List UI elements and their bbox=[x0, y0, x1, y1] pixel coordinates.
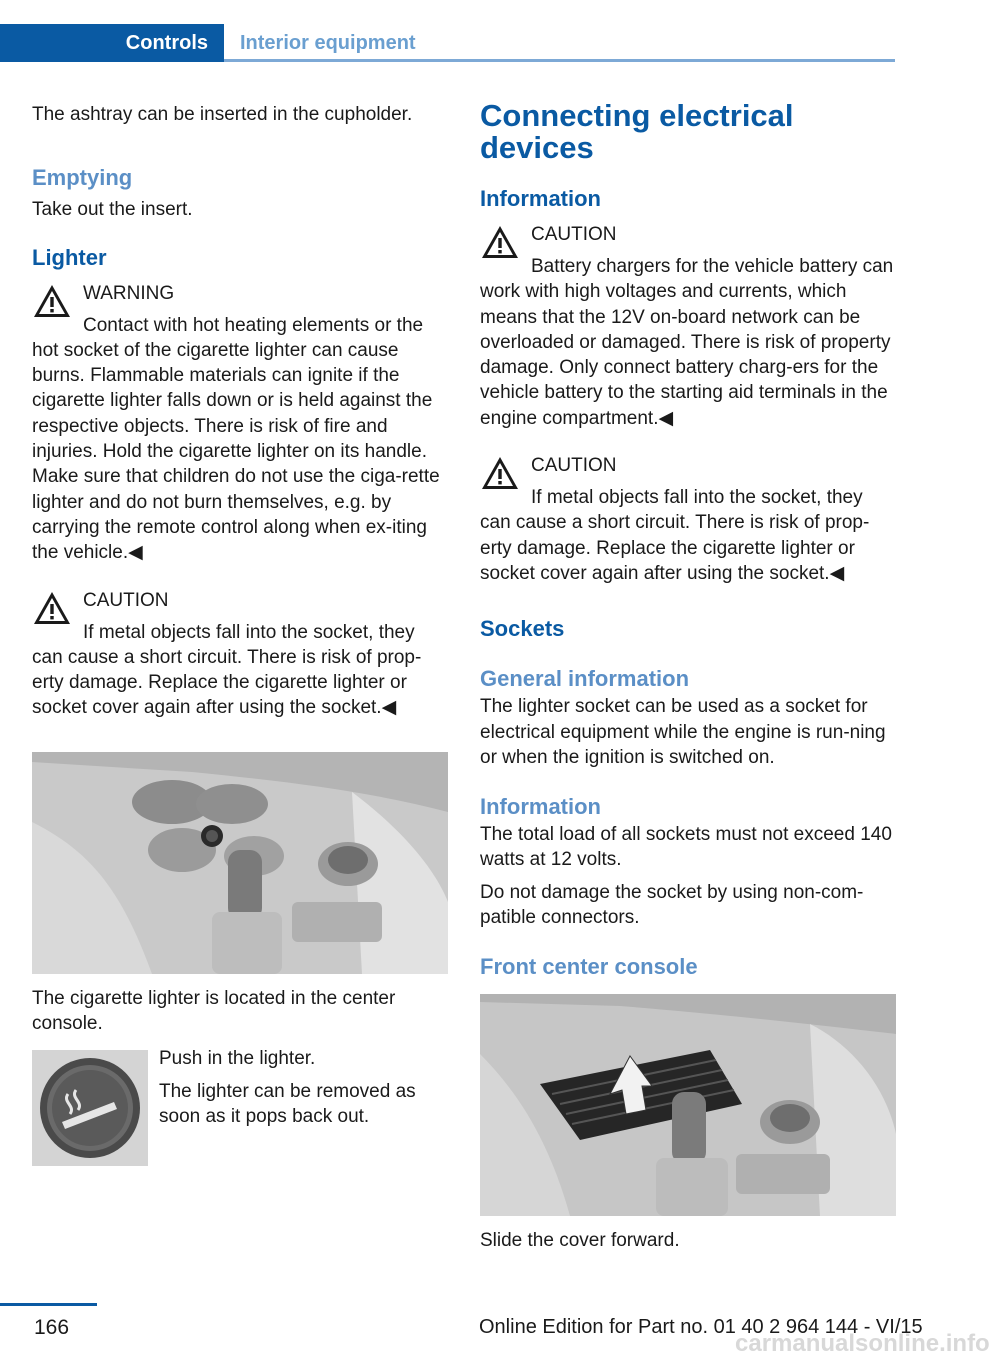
emptying-text: Take out the insert. bbox=[32, 199, 193, 221]
general-information-text: The lighter socket can be used as a socket for electrical equipment while the engine is run-ning or when the ignition is switched on. bbox=[480, 696, 886, 768]
warning-title: WARNING bbox=[83, 282, 175, 304]
information-heading: Information bbox=[480, 186, 601, 211]
right-column bbox=[480, 100, 896, 1254]
caution-title: CAUTION bbox=[83, 589, 169, 611]
push-text: Push in the lighter. bbox=[159, 1048, 316, 1070]
information2-heading: Information bbox=[480, 794, 601, 820]
chapter-tab: Interior equipment bbox=[240, 31, 416, 54]
warning-triangle-icon bbox=[32, 590, 72, 626]
caution1-text: Battery chargers for the vehicle battery can work with high voltages and currents, which means that the 12V on-board network can be overloaded or damaged. There is risk of property damage. Only connect battery charg-ers for the vehicle battery to the starting aid terminals in the engine compartment.◀ bbox=[480, 256, 894, 429]
photo-caption: The cigarette lighter is located in the center console. bbox=[32, 987, 396, 1035]
caution-block bbox=[32, 588, 448, 721]
page-header bbox=[0, 0, 895, 62]
front-console-heading: Front center console bbox=[480, 954, 698, 980]
lighter-heading: Lighter bbox=[32, 244, 107, 270]
header-rule bbox=[224, 59, 895, 62]
left-column bbox=[32, 100, 448, 1168]
ashtray-intro: The ashtray can be inserted in the cupholder. bbox=[32, 104, 413, 125]
caution1-title: CAUTION bbox=[531, 224, 617, 245]
general-information-heading: General information bbox=[480, 666, 690, 692]
caution-text: If metal objects fall into the socket, they can cause a short circuit. There is risk of prop-erty damage. Replace the cigarette lighter or socket cover again after using the socket.◀ bbox=[32, 621, 422, 719]
warning-triangle-icon bbox=[480, 224, 520, 260]
caution2-text-wrap bbox=[480, 485, 896, 586]
footer-rule bbox=[0, 1303, 97, 1306]
connecting-title: Connecting electrical devices bbox=[480, 98, 794, 165]
warning-text-wrap bbox=[32, 313, 448, 566]
cigarette-lighter-icon bbox=[32, 1050, 148, 1166]
page-number: 166 bbox=[34, 1316, 70, 1339]
caution2-text: If metal objects fall into the socket, they can cause a short circuit. There is risk of prop-erty damage. Replace the cigarette lighter or socket cover again after using the socket.◀ bbox=[480, 487, 870, 584]
slide-text: Slide the cover forward. bbox=[480, 1230, 680, 1252]
information2-text2: Do not damage the socket by using non-com-patible connectors. bbox=[480, 881, 864, 929]
caution-block-1 bbox=[480, 222, 896, 431]
emptying-heading: Emptying bbox=[32, 165, 133, 191]
warning-block bbox=[32, 281, 448, 566]
watermark: carmanualsonline.info bbox=[735, 1330, 990, 1357]
caution-block-2 bbox=[480, 453, 896, 586]
warning-triangle-icon bbox=[480, 455, 520, 491]
caution-text-wrap bbox=[32, 620, 448, 721]
center-console-photo bbox=[32, 752, 448, 974]
caution1-text-wrap bbox=[480, 254, 896, 431]
information2-text1: The total load of all sockets must not exceed 140 watts at 12 volts. bbox=[480, 824, 892, 871]
warning-text: Contact with hot heating elements or the hot socket of the cigarette lighter can cause burns. Flammable materials can ignite if the cigarette lighter falls down or is held against the respective objects. There is risk of fire and injuries. Hold the cigarette lighter on its handle. Make sure that children do not use the ciga-rette lighter and do not burn themselves, e.g. by carrying the remote control along when ex-iting the vehicle.◀ bbox=[32, 314, 440, 564]
caution2-title: CAUTION bbox=[531, 455, 617, 477]
section-tab: Controls bbox=[0, 24, 224, 62]
lighter-instructions bbox=[32, 1050, 448, 1168]
front-console-photo bbox=[480, 994, 896, 1216]
edition-text: Online Edition for Part no. 01 40 2 964 144 - VI/15 bbox=[479, 1316, 923, 1338]
removed-text: The lighter can be removed as soon as it pops back out. bbox=[159, 1080, 416, 1127]
warning-triangle-icon bbox=[32, 283, 72, 319]
sockets-heading: Sockets bbox=[480, 616, 565, 642]
